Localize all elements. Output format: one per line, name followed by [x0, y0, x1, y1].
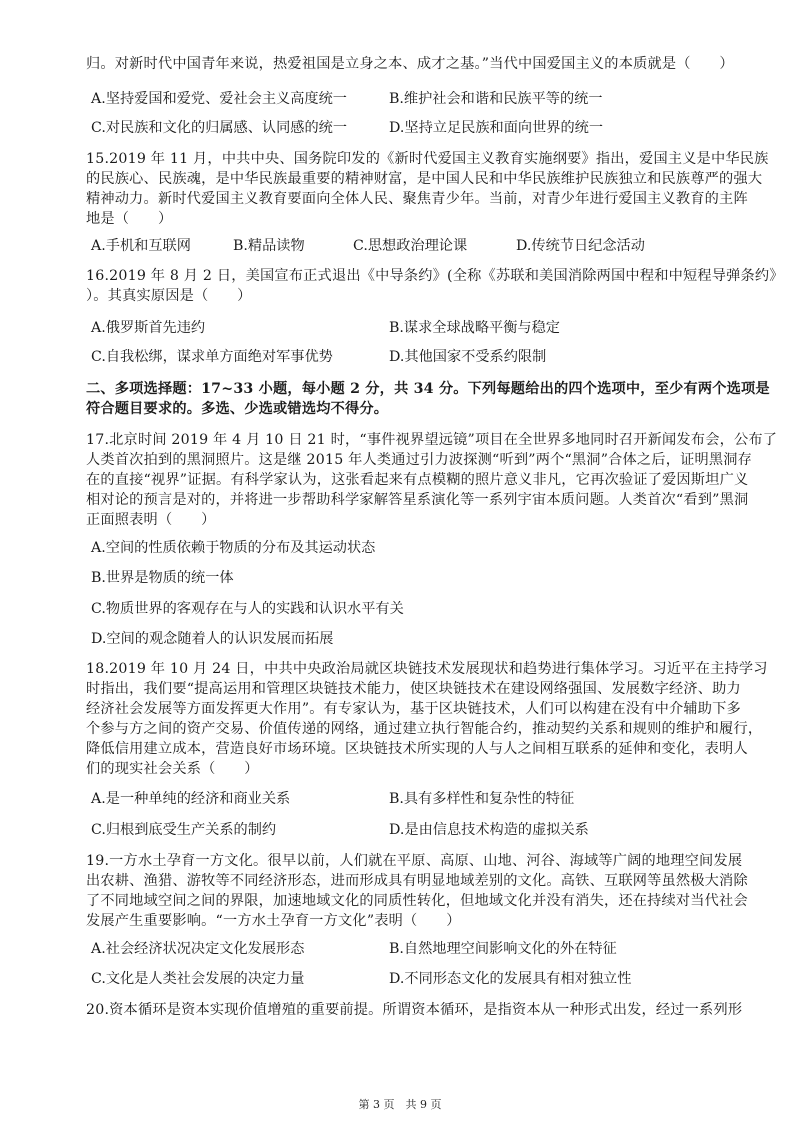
q18-stem-line: 时指出，我们要“提高运用和管理区块链技术能力，使区块链技术在建设网络强国、发展数字经济、助力 [86, 681, 741, 697]
q15-option-d: D.传统节日纪念活动 [516, 238, 645, 254]
q15-stem-line: 地是（ ） [86, 211, 173, 227]
q16-stem-line: ）。其真实原因是（ ） [86, 288, 252, 304]
q15-option-a: A.手机和互联网 [91, 238, 191, 254]
q19-stem-line: 发展产生重要影响。“一方水土孕育一方文化”表明（ ） [86, 913, 461, 929]
q19-option-a: A.社会经济状况决定文化发展形态 [91, 941, 305, 957]
q18-option-d: D.是由信息技术构造的虚拟关系 [389, 822, 589, 838]
q20-stem-line: 20.资本循环是资本实现价值增殖的重要前提。所谓资本循环，是指资本从一种形式出发，经过一系列形 [86, 1002, 743, 1018]
q15-stem-line: 15.2019 年 11 月，中共中央、国务院印发的《新时代爱国主义教育实施纲要》指出，爱国主义是中华民族 [86, 151, 769, 167]
q18-option-c: C.归根到底受生产关系的制约 [91, 822, 277, 838]
q17-option-b: B.世界是物质的统一体 [91, 570, 234, 586]
q19-stem-line: 出农耕、渔猎、游牧等不同经济形态，进而形成具有明显地域差别的文化。高铁、互联网等虽然极大消除 [86, 873, 748, 889]
q18-stem-line: 们的现实社会关系（ ） [86, 761, 259, 777]
q15-option-c: C.思想政治理论课 [353, 238, 468, 254]
page-number: 第 3 页 共 9 页 [358, 1098, 442, 1111]
q16-stem-line: 16.2019 年 8 月 2 日，美国宣布正式退出《中导条约》(全称《苏联和美国消除两国中程和中短程导弹条约》 [86, 268, 784, 284]
q14-option-a: A.坚持爱国和爱党、爱社会主义高度统一 [91, 91, 347, 107]
q19-option-c: C.文化是人类社会发展的决定力量 [91, 971, 305, 987]
q19-option-d: D.不同形态文化的发展具有相对独立性 [389, 971, 632, 987]
q17-stem-line: 人类首次拍到的黑洞照片。这是继 2015 年人类通过引力波探测“听到”两个“黑洞”合体之后，证明黑洞存 [86, 452, 753, 468]
q18-stem-line: 18.2019 年 10 月 24 日，中共中央政治局就区块链技术发展现状和趋势进行集体学习。习近平在主持学习 [86, 661, 768, 677]
q14-option-b: B.维护社会和谐和民族平等的统一 [389, 91, 603, 107]
q17-stem-line: 正面照表明（ ） [86, 512, 216, 528]
q19-stem-line: 19.一方水土孕育一方文化。很早以前，人们就在平原、高原、山地、河谷、海域等广阔的地理空间发展 [86, 853, 743, 869]
q17-option-d: D.空间的观念随着人的认识发展而拓展 [91, 631, 334, 647]
q15-stem-line: 精神动力。新时代爱国主义教育要面向全体人民、聚焦青少年。当前，对青少年进行爱国主义教育的主阵 [86, 191, 748, 207]
q17-stem-line: 在的直接“视界”证据。有科学家认为，这张看起来有点模糊的照片意义非凡，它再次验证了爱因斯坦广义 [86, 472, 749, 488]
q16-option-c: C.自我松绑，谋求单方面绝对军事优势 [91, 349, 333, 365]
q18-option-a: A.是一种单纯的经济和商业关系 [91, 791, 291, 807]
q17-stem-line: 17.北京时间 2019 年 4 月 10 日 21 时，“事件视界望远镜”项目在全世界多地同时召开新闻发布会，公布了 [86, 432, 778, 448]
q17-option-c: C.物质世界的客观存在与人的实践和认识水平有关 [91, 601, 404, 617]
q18-stem-line: 个参与方之间的资产交易、价值传递的网络，通过建立执行智能合约，推动契约关系和规则的维护和履行， [86, 721, 763, 737]
section-heading: 符合题目要求的。多选、少选或错选均不得分。 [86, 401, 389, 417]
q14-stem-tail: 归。对新时代中国青年来说，热爱祖国是立身之本、成才之基。”当代中国爱国主义的本质就是（ ） [86, 56, 734, 72]
q15-option-b: B.精品读物 [233, 238, 305, 254]
q17-stem-line: 相对论的预言是对的，并将进一步帮助科学家解答星系演化等一系列宇宙本质问题。人类首次“看到”黑洞 [86, 492, 749, 508]
q18-stem-line: 降低信用建立成本，营造良好市场环境。区块链技术所实现的人与人之间相互联系的延伸和变化，表明人 [86, 741, 748, 757]
section-heading: 二、多项选择题：17~33 小题，每小题 2 分，共 34 分。下列每题给出的四个选项中，至少有两个选项是 [86, 381, 770, 397]
q14-option-c: C.对民族和文化的归属感、认同感的统一 [91, 120, 348, 136]
q18-stem-line: 经济社会发展等方面发挥更大作用”。有专家认为，基于区块链技术，人们可以构建在没有中介辅助下多 [86, 701, 741, 717]
q16-option-b: B.谋求全球战略平衡与稳定 [389, 320, 560, 336]
q15-stem-line: 的民族心、民族魂，是中华民族最重要的精神财富，是中国人民和中华民族维护民族独立和民族尊严的强大 [86, 171, 763, 187]
q14-option-d: D.坚持立足民族和面向世界的统一 [389, 120, 604, 136]
q17-option-a: A.空间的性质依赖于物质的分布及其运动状态 [91, 540, 376, 556]
q19-stem-line: 了不同地域空间之间的界限，加速地域文化的同质性转化，但地域文化并没有消失，还在持续对当代社会 [86, 893, 748, 909]
q18-option-b: B.具有多样性和复杂性的特征 [389, 791, 575, 807]
q16-option-d: D.其他国家不受系约限制 [389, 349, 547, 365]
q16-option-a: A.俄罗斯首先违约 [91, 320, 206, 336]
q19-option-b: B.自然地理空间影响文化的外在特征 [389, 941, 617, 957]
